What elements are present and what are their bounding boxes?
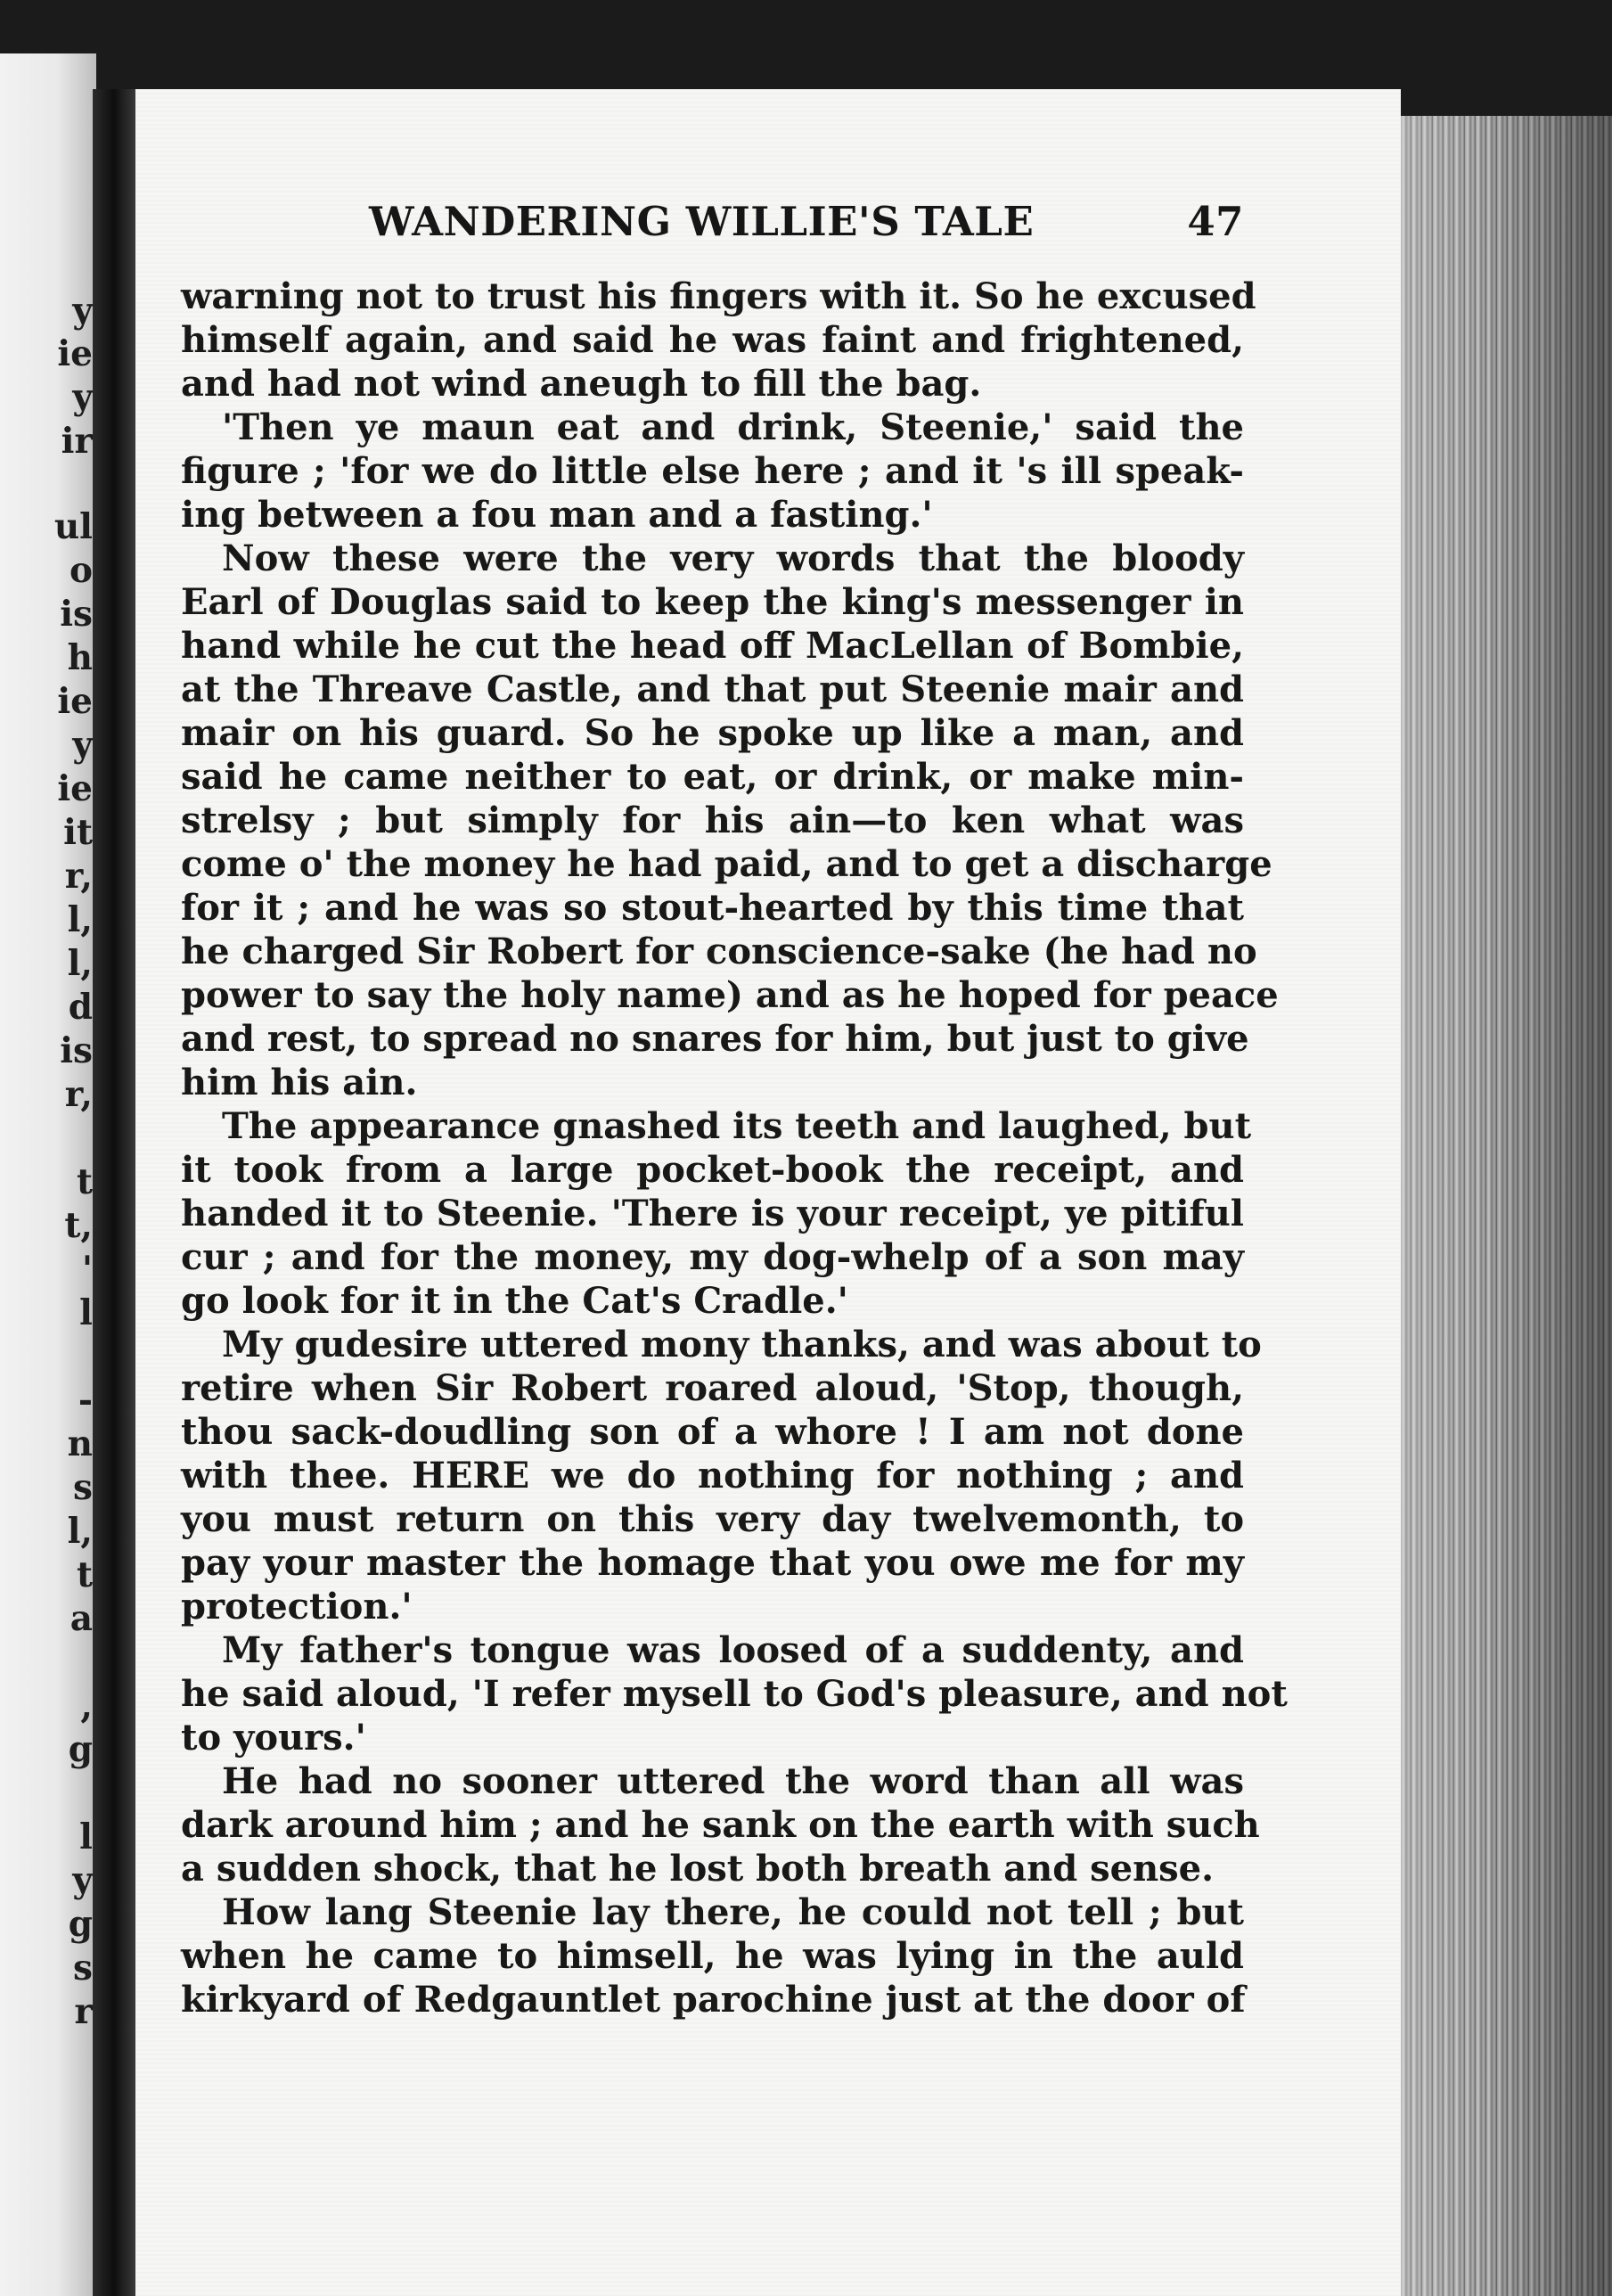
text-line: My gudesire uttered mony thanks, and was about to (222, 1324, 1262, 1365)
text-line: mair on his guard. So he spoke up like a man, and (181, 712, 1244, 754)
text-line: retire when Sir Robert roared aloud, 'Stop, though, (181, 1367, 1244, 1409)
previous-page-text-fragment: l (79, 1816, 93, 1857)
text-line: thou sack-doudling son of a whore ! I am not done (181, 1411, 1244, 1453)
previous-page-edge (0, 53, 96, 2296)
previous-page-text-fragment: l (79, 1292, 93, 1333)
text-line: power to say the holy name) and as he hoped for peace (181, 974, 1279, 1016)
text-line: he charged Sir Robert for conscience-sake (he had no (181, 931, 1257, 972)
previous-page-text-fragment: s (73, 1948, 93, 1988)
text-line: ing between a fou man and a fasting.' (181, 494, 933, 536)
previous-page-text-fragment: ie (57, 681, 93, 722)
text-line: you must return on this very day twelvemonth, to (181, 1498, 1244, 1540)
text-line: it took from a large pocket-book the receipt, and (181, 1149, 1244, 1191)
text-line: The appearance gnashed its teeth and laughed, but (222, 1105, 1252, 1147)
text-line: himself again, and said he was faint and frightened, (181, 319, 1244, 361)
text-line: 'Then ye maun eat and drink, Steenie,' said the (222, 406, 1244, 448)
previous-page-text-fragment: ir (61, 421, 93, 462)
previous-page-text-fragment: s (73, 1467, 93, 1508)
text-line: and rest, to spread no snares for him, but just to give (181, 1018, 1249, 1060)
text-line: strelsy ; but simply for his ain—to ken what was (181, 800, 1244, 841)
text-line: hand while he cut the head off MacLellan of Bombie, (181, 625, 1244, 667)
text-line: go look for it in the Cat's Cradle.' (181, 1280, 848, 1322)
previous-page-text-fragment: g (68, 1904, 93, 1945)
previous-page-text-fragment: ie (57, 768, 93, 809)
text-line: warning not to trust his fingers with it. So he excused (181, 275, 1256, 317)
text-line: Earl of Douglas said to keep the king's messenger in (181, 581, 1244, 623)
text-line: when he came to himsell, he was lying in the auld (181, 1935, 1244, 1977)
previous-page-text-fragment: a (70, 1598, 93, 1639)
text-line: at the Threave Castle, and that put Steenie mair and (181, 668, 1244, 710)
page-edges-shade (1401, 116, 1612, 2296)
previous-page-text-fragment: it (63, 812, 93, 853)
previous-page-text-fragment: is (60, 594, 93, 635)
previous-page-text-fragment: l, (67, 1511, 93, 1552)
previous-page-text-fragment: y (72, 725, 93, 766)
text-line: figure ; 'for we do little else here ; and it 's ill speak- (181, 450, 1244, 492)
previous-page-text-fragment: t, (64, 1205, 93, 1246)
running-head (239, 198, 1244, 251)
previous-page-text-fragment: y (72, 1860, 93, 1901)
text-line: said he came neither to eat, or drink, or make min- (181, 756, 1244, 798)
previous-page-text-fragment: ul (53, 506, 93, 547)
text-line: a sudden shock, that he lost both breath and sense. (181, 1848, 1215, 1890)
text-line: kirkyard of Redgauntlet parochine just at the door of (181, 1979, 1246, 2021)
body-text (181, 275, 1288, 2021)
text-line: and had not wind aneugh to fill the bag. (181, 363, 982, 405)
previous-page-text-fragment: - (78, 1380, 93, 1421)
text-line: dark around him ; and he sank on the earth with such (181, 1804, 1260, 1846)
text-line: pay your master the homage that you owe me for my (181, 1542, 1244, 1584)
book-gutter (93, 89, 135, 2296)
text-line: My father's tongue was loosed of a suddenty, and (222, 1629, 1244, 1671)
page-number: 47 (1187, 198, 1244, 245)
text-line: He had no sooner uttered the word than all was (222, 1760, 1244, 1802)
running-head-title: WANDERING WILLIE'S TALE (369, 198, 1035, 245)
text-line: cur ; and for the money, my dog-whelp of a son may (181, 1236, 1244, 1278)
text-line: How lang Steenie lay there, he could not tell ; but (222, 1891, 1244, 1933)
text-line: for it ; and he was so stout-hearted by this time that (181, 887, 1244, 929)
text-line: with thee. HERE we do nothing for nothing ; and (181, 1455, 1244, 1496)
previous-page-text-fragment: l, (67, 943, 93, 984)
previous-page-text-fragment: ' (82, 1249, 93, 1290)
text-line: he said aloud, 'I refer mysell to God's pleasure, and not (181, 1673, 1288, 1715)
previous-page-text-fragment: r, (64, 856, 93, 897)
previous-page-text-fragment: h (67, 637, 93, 678)
previous-page-text-fragment: is (60, 1030, 93, 1071)
text-line: handed it to Steenie. 'There is your receipt, ye pitiful (181, 1193, 1244, 1234)
text-line: Now these were the very words that the bloody (222, 537, 1244, 579)
previous-page-text-fragment: r (74, 1991, 93, 2032)
previous-page-text-fragment: o (69, 550, 93, 591)
text-line: protection.' (181, 1586, 413, 1628)
text-line: him his ain. (181, 1062, 418, 1103)
text-line: come o' the money he had paid, and to get a discharge (181, 843, 1272, 885)
previous-page-text-fragment: l, (67, 899, 93, 940)
previous-page-text-fragment: n (67, 1423, 93, 1464)
previous-page-text-fragment: t (76, 1554, 93, 1595)
previous-page-text-fragment: r, (64, 1074, 93, 1115)
previous-page-text-fragment: y (72, 377, 93, 418)
previous-page-text-fragment: ie (57, 333, 93, 374)
previous-page-text-fragment: y (72, 291, 93, 332)
text-line: to yours.' (181, 1717, 366, 1759)
previous-page-text-fragment: g (68, 1729, 93, 1770)
previous-page-text-fragment: d (68, 987, 93, 1028)
previous-page-text-fragment: t (76, 1161, 93, 1202)
previous-page-text-fragment: , (80, 1685, 93, 1726)
